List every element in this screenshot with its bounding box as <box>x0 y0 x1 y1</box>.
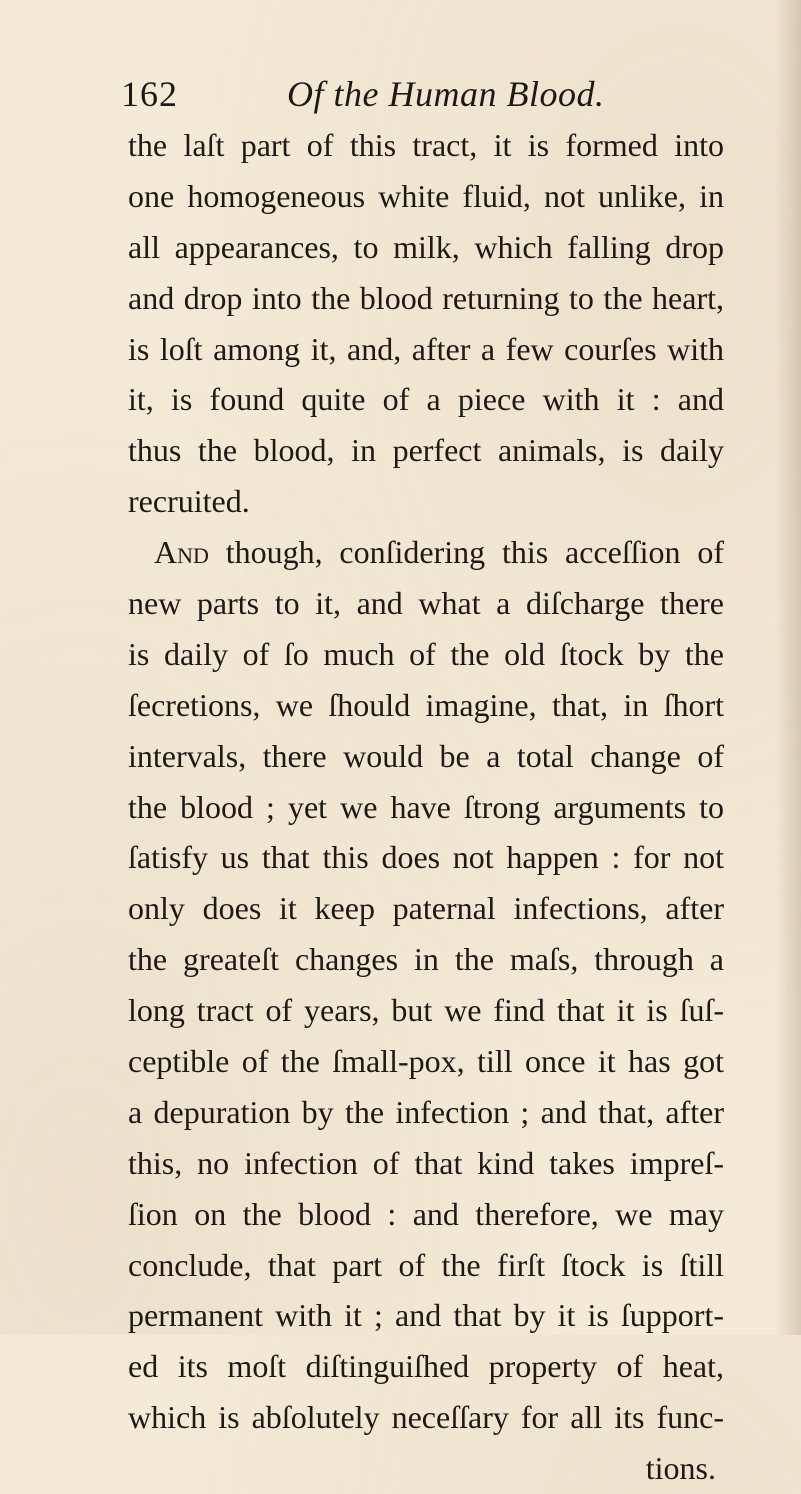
paragraph-first-line <box>128 527 724 578</box>
text-line: the blood ; yet we have ſtrong arguments to <box>128 788 724 825</box>
text-line-rest: though, conſidering this acceſſion of <box>225 534 725 571</box>
body-text <box>128 120 724 1494</box>
text-line: which is abſolutely neceſſary for all its func- <box>128 1399 724 1436</box>
text-line: this, no infection of that kind takes impreſ- <box>128 1144 724 1181</box>
page-edge-shadow <box>775 0 801 1335</box>
text-line: a depuration by the infection ; and that, after <box>128 1093 724 1130</box>
text-line: ſatisfy us that this does not happen : for not <box>128 839 724 876</box>
text-line: ceptible of the ſmall-pox, till once it has got <box>128 1043 724 1080</box>
text-line: and drop into the blood returning to the heart, <box>128 279 724 316</box>
text-line: ſion on the blood : and therefore, we may <box>128 1195 724 1232</box>
text-line: recruited. <box>128 483 250 520</box>
paragraph-lead-word: And <box>154 534 209 571</box>
text-line: only does it keep paternal infections, after <box>128 890 724 927</box>
text-line: all appearances, to milk, which falling drop <box>128 228 724 265</box>
running-head <box>121 68 721 120</box>
text-line: conclude, that part of the firſt ſtock is ſtill <box>128 1246 724 1283</box>
text-line: ſecretions, we ſhould imagine, that, in ſhort <box>128 686 724 723</box>
text-line: new parts to it, and what a diſcharge there <box>128 585 724 622</box>
running-title: Of the Human Blood. <box>287 74 605 114</box>
text-line: thus the blood, in perfect animals, is daily <box>128 432 724 469</box>
text-line: the laſt part of this tract, it is formed into <box>128 127 724 163</box>
text-line: is loſt among it, and, after a few courſes with <box>128 330 724 367</box>
text-line: long tract of years, but we find that it is ſuſ- <box>128 992 724 1029</box>
text-line: one homogeneous white fluid, not unlike, in <box>128 177 724 214</box>
text-line: it, is found quite of a piece with it : and <box>128 381 724 418</box>
text-line: tions. <box>645 1450 716 1487</box>
text-line: ed its moſt diſtinguiſhed property of heat, <box>128 1348 724 1385</box>
text-line: is daily of ſo much of the old ſtock by the <box>128 635 724 672</box>
text-line: permanent with it ; and that by it is ſupport- <box>128 1297 724 1334</box>
text-line: the greateſt changes in the maſs, through a <box>128 941 724 978</box>
page-number: 162 <box>121 74 178 114</box>
text-line: intervals, there would be a total change of <box>128 737 724 774</box>
